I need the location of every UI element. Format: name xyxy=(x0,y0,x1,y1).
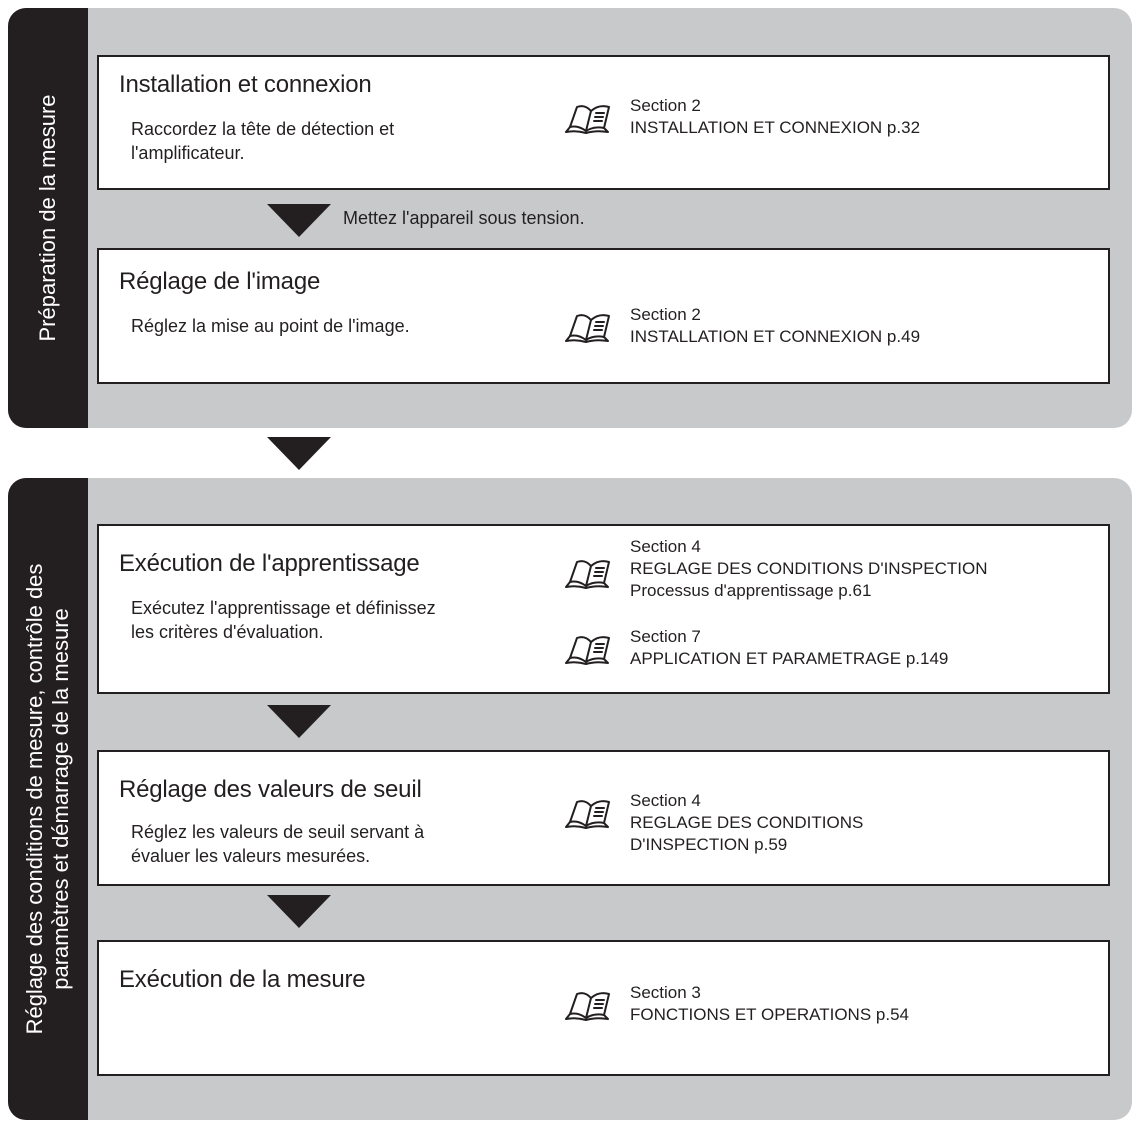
power-on-instruction: Mettez l'appareil sous tension. xyxy=(343,208,585,228)
step-threshold: Réglage des valeurs de seuil Réglez les valeurs de seuil servant à évaluer les valeurs mesurées. Section 4 REGLAGE DES CONDITIONS D'INSPECTION p.59 xyxy=(97,750,1110,886)
step-installation: Installation et connexion Raccordez la tête de détection et l'amplificateur. Section 2 INSTALLATION ET CONNEXION p.32 xyxy=(97,55,1110,190)
step-image-adjustment: Réglage de l'image Réglez la mise au point de l'image. Section 2 INSTALLATION ET CONNEXION p.49 xyxy=(97,248,1110,384)
step-title: Exécution de la mesure xyxy=(119,966,366,993)
step-title: Installation et connexion xyxy=(119,71,372,98)
preparation-side-bar xyxy=(8,8,88,428)
step-title: Réglage des valeurs de seuil xyxy=(119,776,422,803)
step-description: Réglez la mise au point de l'image. xyxy=(131,316,410,336)
measurement-side-label: Réglage des conditions de mesure, contrôle des paramètres et démarrage de la mesure xyxy=(22,563,73,1035)
step-description: Réglez les valeurs de seuil servant à évaluer les valeurs mesurées. xyxy=(131,822,425,866)
open-book-icon xyxy=(564,558,612,590)
open-book-icon xyxy=(564,103,612,135)
step-measurement: Exécution de la mesure Section 3 FONCTIONS ET OPERATIONS p.54 xyxy=(97,940,1110,1076)
step-description: Exécutez l'apprentissage et définissez les critères d'évaluation. xyxy=(131,598,436,642)
measurement-side-bar xyxy=(8,478,88,1120)
down-arrow-icon xyxy=(267,705,331,738)
step-description: Raccordez la tête de détection et l'amplificateur. xyxy=(131,119,395,163)
step-title: Exécution de l'apprentissage xyxy=(119,550,420,577)
open-book-icon xyxy=(564,798,612,830)
open-book-icon xyxy=(564,990,612,1022)
down-arrow-icon xyxy=(267,895,331,928)
open-book-icon xyxy=(564,312,612,344)
down-arrow-icon xyxy=(267,437,331,470)
step-title: Réglage de l'image xyxy=(119,268,321,295)
open-book-icon xyxy=(564,634,612,666)
down-arrow-icon xyxy=(267,204,331,237)
preparation-side-label: Préparation de la mesure xyxy=(35,94,60,342)
step-teaching: Exécution de l'apprentissage Exécutez l'apprentissage et définissez les critères d'évaluation. Section 4 REGLAGE DES CONDITIONS D'INSPECTION Processus d'apprentissage p.61 Section 7 APPLICATION ET PARAMETRAGE p.149 xyxy=(97,524,1110,694)
